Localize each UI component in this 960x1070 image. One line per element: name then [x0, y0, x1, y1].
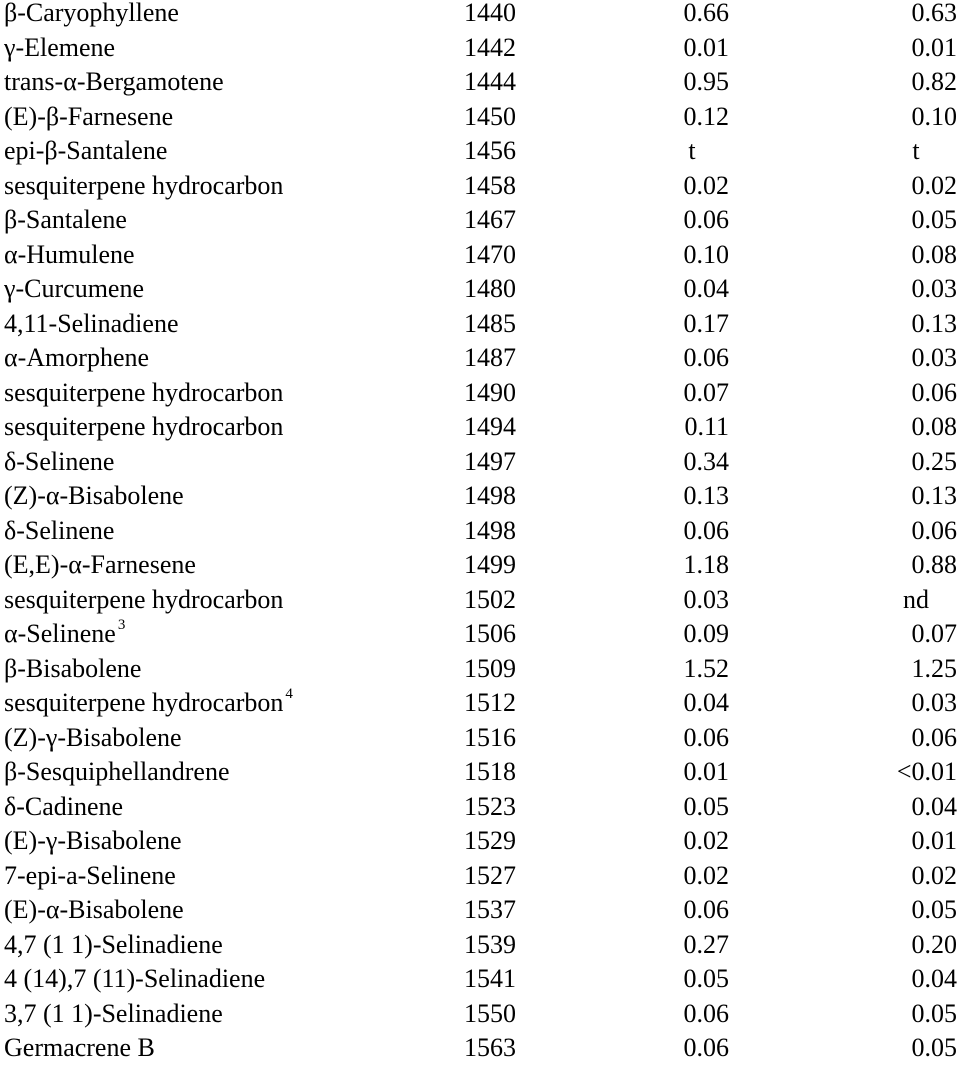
- compound-name: [4, 207, 127, 233]
- retention-index: 1487: [464, 343, 516, 372]
- retention-index: 1502: [464, 584, 516, 614]
- value-column-1: 0.06: [683, 722, 729, 752]
- compound-name: [4, 308, 179, 338]
- compound-name: [4, 552, 196, 578]
- value-column-2: 0.04: [911, 964, 957, 993]
- value-column-1: 0.10: [683, 239, 729, 269]
- value-column-2: 0.08: [911, 412, 957, 441]
- table-row: [0, 966, 960, 1001]
- compound-name-text: Germacrene B: [4, 1033, 155, 1062]
- value-column-1: 0.02: [683, 860, 729, 890]
- compound-name-text: (E)-β-Farnesene: [4, 101, 174, 131]
- table-row: [0, 0, 960, 35]
- retention-index: 1440: [464, 0, 516, 27]
- compound-name-text: δ-Cadinene: [4, 791, 124, 821]
- value-column-1: 0.06: [683, 343, 729, 372]
- table-row: [0, 414, 960, 449]
- compound-name-text: sesquiterpene hydrocarbon: [4, 688, 284, 717]
- table-row: [0, 345, 960, 380]
- value-column-2: 0.01: [911, 826, 957, 855]
- retention-index: 1467: [464, 205, 516, 234]
- compound-name: [4, 653, 142, 683]
- value-column-1: 0.02: [683, 170, 729, 200]
- compound-name: [4, 0, 179, 26]
- value-column-1: 0.17: [683, 308, 729, 338]
- value-column-1: 0.05: [683, 791, 729, 821]
- retention-index: 1498: [464, 515, 516, 545]
- value-column-2: 0.06: [911, 722, 957, 752]
- compound-name-text: epi-β-Santalene: [4, 136, 168, 165]
- value-column-2: 0.82: [911, 67, 957, 96]
- retention-index: 1450: [464, 101, 516, 131]
- compound-name-text: γ-Elemene: [4, 32, 116, 62]
- value-column-1: 0.04: [683, 688, 729, 717]
- retention-index: 1518: [464, 757, 516, 786]
- compound-name: [4, 722, 182, 752]
- compound-name: [4, 345, 149, 371]
- compound-name: [4, 483, 184, 509]
- value-column-1: 0.01: [683, 32, 729, 62]
- compound-name-text: 4,7 (1 1)-Selinadiene: [4, 929, 223, 959]
- value-column-1: 0.13: [683, 481, 729, 510]
- compound-name-text: (E)-α-Bisabolene: [4, 895, 184, 924]
- compound-name: [4, 446, 115, 476]
- value-column-2: 0.20: [911, 929, 957, 959]
- retention-index: 1550: [464, 998, 516, 1028]
- footnote-marker: 3: [117, 617, 126, 633]
- compound-name: [4, 138, 167, 164]
- compound-name-text: (E)-γ-Bisabolene: [4, 826, 182, 855]
- compound-name: [4, 686, 293, 717]
- compound-name: [4, 584, 284, 614]
- compound-name: [4, 929, 223, 959]
- retention-index: 1444: [464, 67, 516, 96]
- table-row: [0, 722, 960, 760]
- compound-name: [4, 828, 182, 854]
- retention-index: 1485: [464, 308, 516, 338]
- compound-name: [4, 101, 174, 131]
- retention-index: 1506: [464, 619, 516, 648]
- retention-index: 1541: [464, 964, 516, 993]
- compound-name-text: 3,7 (1 1)-Selinadiene: [4, 998, 223, 1028]
- value-column-1: 0.34: [683, 446, 729, 476]
- retention-index: 1499: [464, 550, 516, 579]
- value-column-1: 1.18: [683, 550, 729, 579]
- compound-name: [4, 966, 265, 992]
- value-column-1: 0.06: [683, 998, 729, 1028]
- retention-index: 1537: [464, 895, 516, 924]
- table-row: [0, 69, 960, 104]
- retention-index: 1456: [464, 136, 516, 165]
- compound-name-text: β-Bisabolene: [4, 653, 142, 683]
- value-column-2: 0.02: [911, 860, 957, 890]
- compound-name-text: β-Caryophyllene: [4, 0, 179, 27]
- table-row: [0, 239, 960, 277]
- compound-name-text: δ-Selinene: [4, 446, 115, 476]
- compound-name-text: δ-Selinene: [4, 515, 115, 545]
- value-column-2: 0.01: [911, 32, 957, 62]
- retention-index: 1539: [464, 929, 516, 959]
- compound-name: [4, 897, 184, 923]
- retention-index: 1497: [464, 446, 516, 476]
- value-column-2: 0.07: [911, 619, 957, 648]
- table-row: [0, 552, 960, 587]
- compound-name-text: sesquiterpene hydrocarbon: [4, 412, 284, 441]
- retention-index: 1490: [464, 377, 516, 407]
- compound-name-text: 4 (14),7 (11)-Selinadiene: [4, 964, 266, 993]
- compound-name-text: β-Santalene: [4, 205, 127, 234]
- compound-name-text: sesquiterpene hydrocarbon: [4, 584, 284, 614]
- value-column-1: 0.27: [683, 929, 729, 959]
- compound-name-text: (E,E)-α-Farnesene: [4, 550, 196, 579]
- compound-name-text: (Z)-α-Bisabolene: [4, 481, 184, 510]
- compound-name: [4, 32, 116, 62]
- compound-name: [4, 617, 126, 648]
- value-column-2: 0.04: [911, 791, 957, 821]
- table-row: [0, 170, 960, 208]
- footnote-marker: 4: [285, 686, 293, 702]
- value-column-2: 0.03: [911, 343, 957, 372]
- table-row: [0, 308, 960, 346]
- table-row: [0, 1035, 960, 1070]
- table-row: [0, 686, 960, 725]
- value-column-1: 0.06: [683, 515, 729, 545]
- compound-name: [4, 414, 283, 440]
- value-column-1: 0.12: [683, 101, 729, 131]
- value-column-2: t: [912, 136, 920, 165]
- compound-name-text: γ-Curcumene: [4, 274, 144, 303]
- value-column-1: 0.95: [683, 67, 729, 96]
- table-row: [0, 759, 960, 794]
- compound-name-text: 7-epi-a-Selinene: [4, 860, 176, 890]
- value-column-2: 1.25: [911, 653, 957, 683]
- compound-name: [4, 276, 144, 302]
- table-row: [0, 32, 960, 70]
- value-column-2: 0.05: [911, 998, 957, 1028]
- retention-index: 1512: [464, 688, 516, 717]
- retention-index: 1529: [464, 826, 516, 855]
- value-column-1: t: [688, 136, 696, 165]
- table-row: [0, 483, 960, 518]
- value-column-2: 0.02: [911, 170, 957, 200]
- retention-index: 1458: [464, 170, 516, 200]
- compound-name-text: 4,11-Selinadiene: [4, 308, 179, 338]
- retention-index: 1442: [464, 32, 516, 62]
- compound-name-text: (Z)-γ-Bisabolene: [4, 722, 182, 752]
- compound-name: [4, 791, 124, 821]
- value-column-1: 0.06: [683, 205, 729, 234]
- value-column-2: 0.13: [911, 481, 957, 510]
- table-row: [0, 584, 960, 622]
- value-column-1: 1.52: [683, 653, 729, 683]
- compound-name: [4, 377, 284, 407]
- retention-index: 1494: [464, 412, 516, 441]
- value-column-2: 0.63: [911, 0, 957, 27]
- retention-index: 1509: [464, 653, 516, 683]
- table-row: [0, 828, 960, 863]
- compound-name: [4, 515, 115, 545]
- value-column-1: 0.66: [683, 0, 729, 27]
- value-column-2: 0.06: [911, 515, 957, 545]
- table-row: [0, 653, 960, 691]
- compound-name: [4, 759, 230, 785]
- compound-name-text: sesquiterpene hydrocarbon: [4, 170, 284, 200]
- retention-index: 1527: [464, 860, 516, 890]
- table-row: [0, 897, 960, 932]
- table-row: [0, 929, 960, 967]
- table-row: [0, 446, 960, 484]
- value-column-2: 0.08: [911, 239, 957, 269]
- table-row: [0, 998, 960, 1036]
- value-column-2: 0.25: [911, 446, 957, 476]
- retention-index: 1523: [464, 791, 516, 821]
- table-row: [0, 617, 960, 656]
- retention-index: 1516: [464, 722, 516, 752]
- compound-name: [4, 998, 223, 1028]
- table-row: [0, 276, 960, 311]
- value-column-2: 0.88: [911, 550, 957, 579]
- table-row: [0, 377, 960, 415]
- retention-index: 1498: [464, 481, 516, 510]
- retention-index: 1470: [464, 239, 516, 269]
- value-column-1: 0.03: [683, 584, 729, 614]
- retention-index: 1563: [464, 1033, 516, 1062]
- compound-name-text: α-Selinene: [4, 619, 116, 648]
- table-row: [0, 101, 960, 139]
- table-row: [0, 791, 960, 829]
- value-column-1: 0.06: [683, 895, 729, 924]
- compound-name-text: trans-α-Bergamotene: [4, 67, 224, 96]
- value-column-2: 0.10: [911, 101, 957, 131]
- table-row: [0, 860, 960, 898]
- compound-name: [4, 860, 176, 890]
- value-column-2: 0.13: [911, 308, 957, 338]
- compound-name-text: α-Amorphene: [4, 343, 150, 372]
- value-column-1: 0.04: [683, 274, 729, 303]
- compound-name: [4, 69, 224, 95]
- compound-name-text: β-Sesquiphellandrene: [4, 757, 230, 786]
- retention-index: 1480: [464, 274, 516, 303]
- value-column-2: 0.06: [911, 377, 957, 407]
- table-row: [0, 515, 960, 553]
- value-column-2: nd: [903, 584, 929, 614]
- value-column-2: <0.01: [896, 757, 957, 786]
- compound-name-text: sesquiterpene hydrocarbon: [4, 377, 284, 407]
- value-column-1: 0.01: [683, 757, 729, 786]
- value-column-2: 0.03: [911, 274, 957, 303]
- value-column-1: 0.09: [683, 619, 729, 648]
- value-column-2: 0.05: [911, 1033, 957, 1062]
- table-row: [0, 207, 960, 242]
- value-column-2: 0.05: [911, 205, 957, 234]
- compound-name: [4, 239, 135, 269]
- compound-name: [4, 1035, 155, 1061]
- value-column-1: 0.06: [683, 1033, 729, 1062]
- value-column-1: 0.11: [684, 412, 729, 441]
- value-column-1: 0.07: [683, 377, 729, 407]
- compound-name: [4, 170, 284, 200]
- value-column-1: 0.02: [683, 826, 729, 855]
- table-row: [0, 138, 960, 173]
- value-column-1: 0.05: [683, 964, 729, 993]
- value-column-2: 0.05: [911, 895, 957, 924]
- value-column-2: 0.03: [911, 688, 957, 717]
- compound-name-text: α-Humulene: [4, 239, 135, 269]
